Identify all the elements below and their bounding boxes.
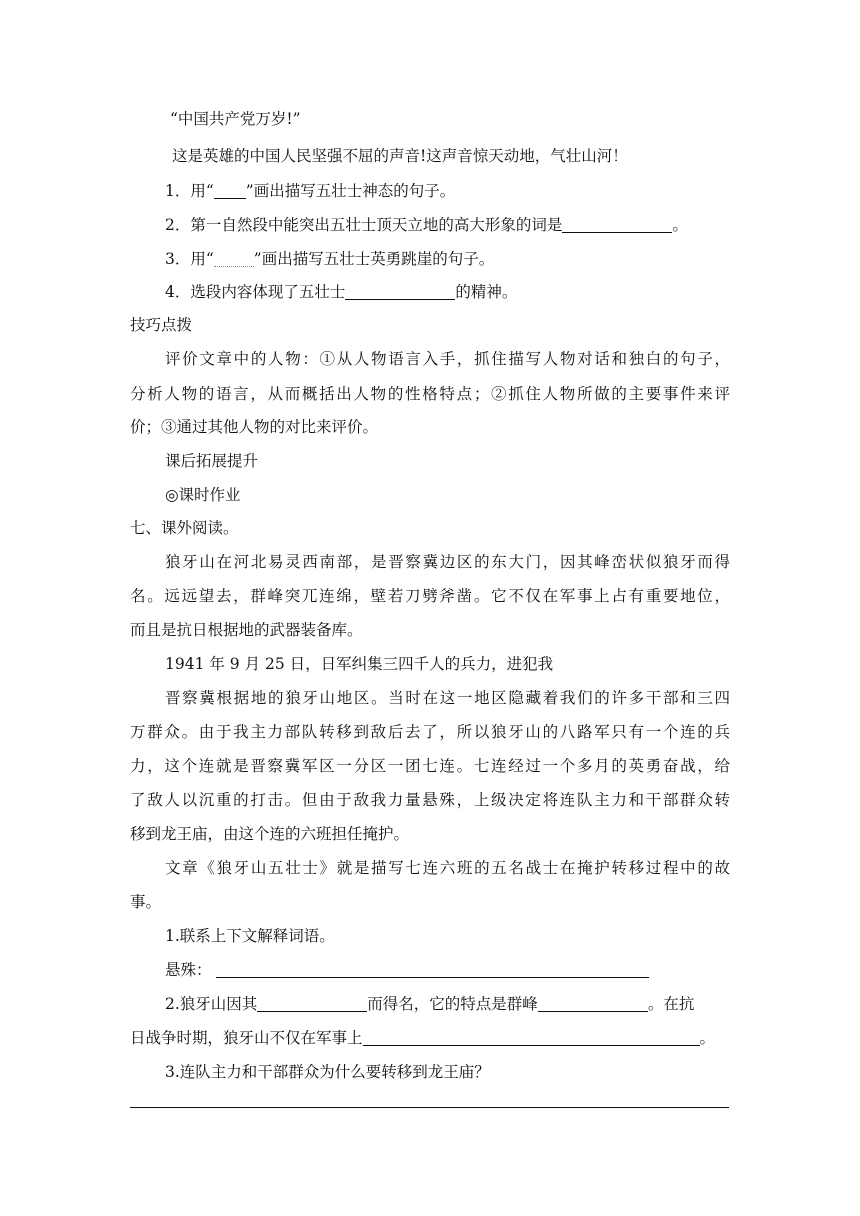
answer-blank[interactable] (562, 217, 672, 233)
passage-line: 1941 年 9 月 25 日，日军纠集三四千人的兵力，进犯我 (165, 655, 554, 673)
tips-heading: 技巧点拨 (130, 316, 193, 334)
passage-line: 万群众。由于我主力部队转移到敌后去了，所以狼牙山的八路军只有一个连的兵 (130, 723, 730, 741)
tips-line: 评价文章中的人物：①从人物语言入手，抓住描写人物对话和独白的句子， (165, 350, 730, 368)
passage-line: 晋察冀根据地的狼牙山地区。当时在这一地区隐藏着我们的许多干部和三四 (165, 689, 730, 707)
question-2: 2.狼牙山因其 而得名，它的特点是群峰 。在抗 (165, 995, 695, 1013)
underline-sample (214, 183, 246, 199)
question-item-2: 2．第一自然段中能突出五壮士顶天立地的高大形象的词是 。 (165, 216, 688, 234)
passage-line: 而且是抗日根据地的武器装备库。 (130, 621, 363, 639)
question-item-3: 3．用“ ”画出描写五壮士英勇跳崖的句子。 (165, 250, 495, 268)
question-1-answer: 悬殊： (165, 960, 730, 980)
answer-blank[interactable] (216, 962, 649, 978)
passage-line: 力，这个连就是晋察冀军区一分区一团七连。七连经过一个多月的英勇奋战，给 (130, 757, 730, 775)
question-3: 3.连队主力和干部群众为什么要转移到龙王庙？ (165, 1063, 490, 1081)
question-2-cont: 日战争时期，狼牙山不仅在军事上 。 (130, 1029, 716, 1047)
homework-label: ◎课时作业 (165, 486, 241, 504)
quote-line: “中国共产党万岁!” (170, 110, 301, 128)
dotted-underline-sample (214, 251, 254, 267)
answer-blank[interactable] (363, 1030, 700, 1046)
answer-blank[interactable] (538, 996, 648, 1012)
section-heading: 七、课外阅读。 (130, 519, 239, 537)
answer-blank[interactable] (345, 284, 455, 300)
passage-line: 文章《狼牙山五壮士》就是描写七连六班的五名战士在掩护转移过程中的故 (165, 859, 730, 877)
passage-line: 名。远远望去，群峰突兀连绵，壁若刀劈斧凿。它不仅在军事上占有重要地位， (130, 587, 730, 605)
answer-line[interactable] (130, 1107, 729, 1108)
passage-line: 事。 (130, 893, 162, 911)
passage-line: 移到龙王庙，由这个连的六班担任掩护。 (130, 825, 410, 843)
passage-line: 了敌人以沉重的打击。但由于敌我力量悬殊，上级决定将连队主力和干部群众转 (130, 791, 730, 809)
passage-line: 这是英雄的中国人民坚强不屈的声音!这声音惊天动地，气壮山河！ (172, 147, 628, 165)
tips-line: 价；③通过其他人物的对比来评价。 (130, 418, 379, 436)
question-1: 1.联系上下文解释词语。 (165, 927, 335, 945)
tips-line: 分析人物的语言，从而概括出人物的性格特点；②抓住人物所做的主要事件来评 (130, 385, 730, 403)
section-title: 课后拓展提升 (165, 452, 259, 470)
passage-line: 狼牙山在河北易灵西南部，是晋察冀边区的东大门，因其峰峦状似狼牙而得 (165, 553, 730, 571)
question-item-1: 1．用“ ”画出描写五壮士神态的句子。 (165, 182, 456, 200)
answer-blank[interactable] (257, 996, 367, 1012)
question-item-4: 4．选段内容体现了五壮士 的精神。 (165, 283, 518, 301)
